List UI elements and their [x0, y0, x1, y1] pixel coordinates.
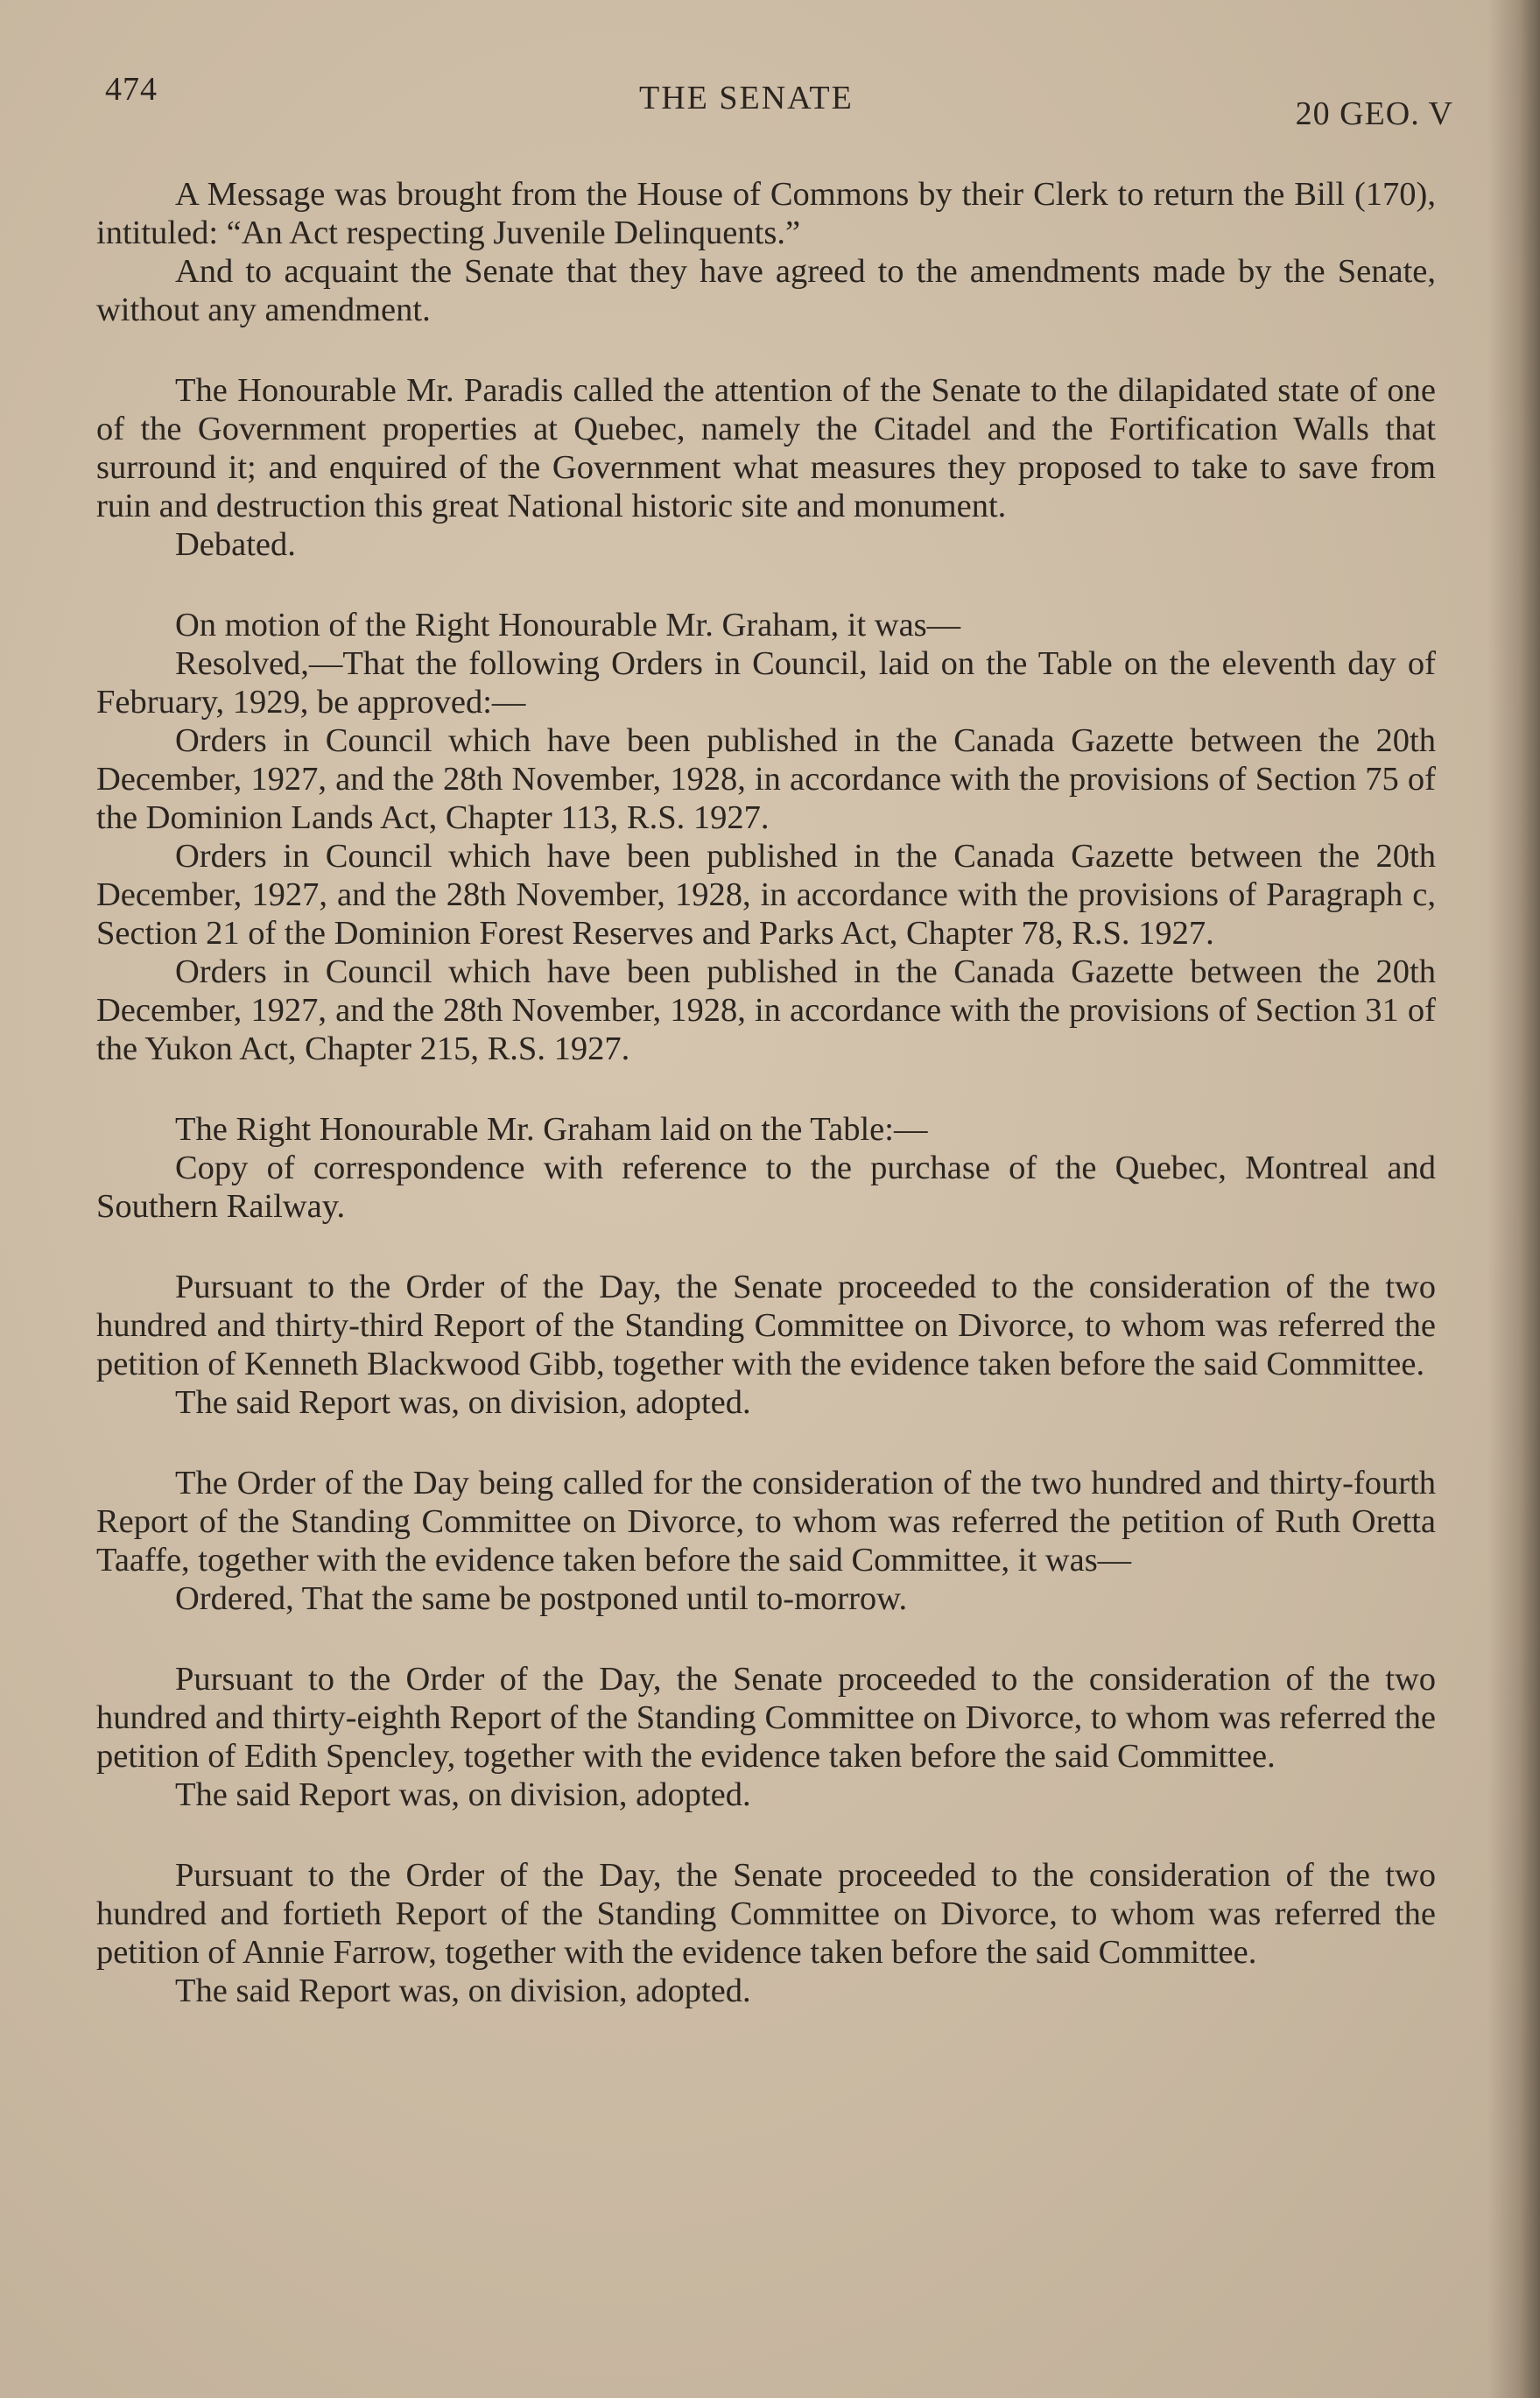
paragraph: On motion of the Right Honourable Mr. Graham, it was— [175, 607, 961, 643]
entry-message-juvenile-delinquents [96, 175, 1436, 329]
journal-body [96, 175, 1436, 2052]
paragraph: Pursuant to the Order of the Day, the Senate proceeded to the consideration of the two hundred and thirty-third Report of the Standing Committee on Divorce, to whom was referred the petition of Kenneth Blackwood Gibb, together with the evidence taken before the said Committee. [96, 1269, 1436, 1382]
paragraph: Orders in Council which have been published in the Canada Gazette between the 20th December, 1927, and the 28th November, 1928, in accordance with the provisions of Section 75 of the Dominion Lands Act, Chapter 113, R.S. 1927. [96, 722, 1436, 836]
paragraph: Orders in Council which have been published in the Canada Gazette between the 20th December, 1927, and the 28th November, 1928, in accordance with the provisions of Paragraph c, Section 21 of the Dominion Forest Reserves and Parks Act, Chapter 78, R.S. 1927. [96, 838, 1436, 952]
paragraph: A Message was brought from the House of Commons by their Clerk to return the Bill (170), intituled: “An Act respecting Juvenile Delinquents.” [96, 176, 1436, 251]
paragraph: The said Report was, on division, adopted. [175, 1776, 751, 1813]
entry-graham-correspondence [96, 1110, 1436, 1226]
entry-report-240-farrow [96, 1856, 1436, 2010]
entry-report-234-taaffe [96, 1464, 1436, 1618]
paragraph: Orders in Council which have been published in the Canada Gazette between the 20th December, 1927, and the 28th November, 1928, in accordance with the provisions of Section 31 of the Yukon Act, Chapter 215, R.S. 1927. [96, 953, 1436, 1067]
page-title: THE SENATE [639, 80, 854, 116]
paragraph: Copy of correspondence with reference to the purchase of the Quebec, Montreal and Southern Railway. [96, 1150, 1436, 1225]
session-label: 20 GEO. V [1295, 95, 1453, 132]
paragraph: The Right Honourable Mr. Graham laid on the Table:— [175, 1111, 928, 1148]
paragraph: And to acquaint the Senate that they have agreed to the amendments made by the Senate, without any amendment. [96, 253, 1436, 328]
entry-report-238-spencley [96, 1660, 1436, 1814]
paragraph: Pursuant to the Order of the Day, the Senate proceeded to the consideration of the two hundred and fortieth Report of the Standing Committee on Divorce, to whom was referred the petition of Annie Farrow, together with the evidence taken before the said Committee. [96, 1857, 1436, 1971]
entry-report-233-gibb [96, 1268, 1436, 1422]
paragraph: Debated. [175, 526, 296, 563]
paragraph: The Honourable Mr. Paradis called the attention of the Senate to the dilapidated state of one of the Government properties at Quebec, namely the Citadel and the Fortification Walls that surround it; and enquired of the Government what measures they proposed to take to save from ruin and destruction this great National historic site and monument. [96, 372, 1436, 524]
entry-orders-in-council [96, 606, 1436, 1068]
paragraph: Ordered, That the same be postponed until to-morrow. [175, 1580, 908, 1617]
paragraph: The said Report was, on division, adopted. [175, 1973, 751, 2009]
binding-edge-shadow [1487, 0, 1540, 2398]
paragraph: Pursuant to the Order of the Day, the Senate proceeded to the consideration of the two hundred and thirty-eighth Report of the Standing Committee on Divorce, to whom was referred the petition of Edith Spencley, together with the evidence taken before the said Committee. [96, 1661, 1436, 1775]
entry-paradis-citadel [96, 371, 1436, 564]
paragraph: Resolved,—That the following Orders in Council, laid on the Table on the eleventh day of February, 1929, be approved:— [96, 645, 1436, 721]
running-header [105, 70, 1453, 140]
paragraph: The Order of the Day being called for the consideration of the two hundred and thirty-fourth Report of the Standing Committee on Divorce, to whom was referred the petition of Ruth Oretta Taaffe, together with the evidence taken before the said Committee, it was— [96, 1465, 1436, 1579]
page-number: 474 [105, 71, 158, 108]
paragraph: The said Report was, on division, adopted. [175, 1384, 751, 1421]
